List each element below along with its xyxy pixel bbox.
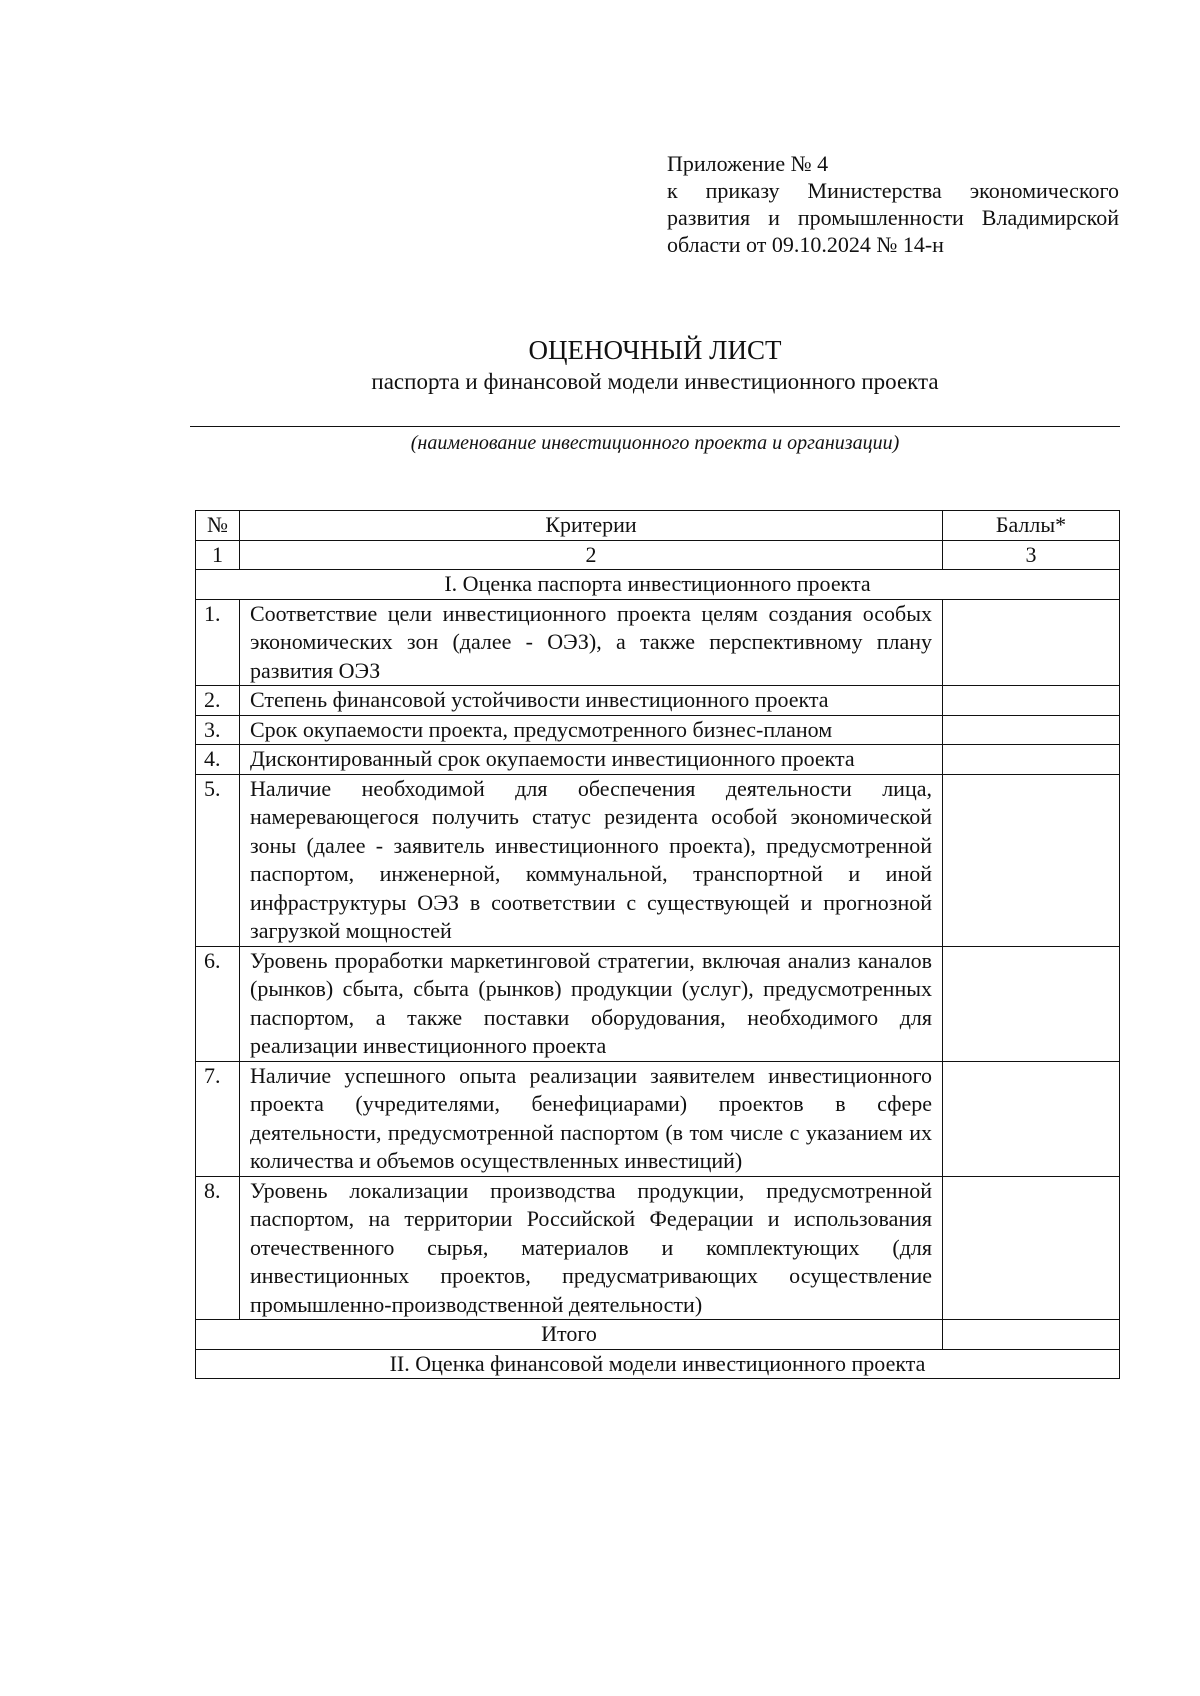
row-score[interactable] bbox=[943, 1176, 1120, 1320]
appendix-line-3: развития и промышленности Владимирской bbox=[667, 205, 1119, 230]
header-num: № bbox=[196, 511, 240, 541]
row-criterion: Дисконтированный срок окупаемости инвестиционного проекта bbox=[240, 745, 943, 775]
column-number-1: 1 bbox=[196, 540, 240, 570]
row-score[interactable] bbox=[943, 946, 1120, 1061]
row-number: 4. bbox=[196, 745, 240, 775]
row-criterion: Уровень проработки маркетинговой стратегии, включая анализ каналов (рынков) сбыта, сбыта (рынков) продукции (услуг), предусмотренных паспортом, а также поставки оборудования, необходимого для реализации инвестиционного проекта bbox=[240, 946, 943, 1061]
project-name-caption: (наименование инвестиционного проекта и организации) bbox=[410, 432, 900, 454]
row-number: 5. bbox=[196, 774, 240, 946]
table-row bbox=[196, 745, 1120, 775]
column-number-3: 3 bbox=[943, 540, 1120, 570]
header-criteria: Критерии bbox=[240, 511, 943, 541]
section-1-row bbox=[196, 570, 1120, 600]
table-row bbox=[196, 1061, 1120, 1176]
project-name-line bbox=[190, 426, 1120, 427]
table-row bbox=[196, 1176, 1120, 1320]
row-criterion: Наличие успешного опыта реализации заявителем инвестиционного проекта (учредителями, бенефициарами) проектов в сфере деятельности, предусмотренной паспортом (в том числе с указанием их количества и объемов осуществленных инвестиций) bbox=[240, 1061, 943, 1176]
document-subtitle: паспорта и финансовой модели инвестиционного проекта bbox=[371, 369, 939, 394]
column-number-2: 2 bbox=[240, 540, 943, 570]
row-number: 3. bbox=[196, 715, 240, 745]
table-row bbox=[196, 946, 1120, 1061]
appendix-line-1: Приложение № 4 bbox=[667, 151, 829, 176]
table-header-row bbox=[196, 511, 1120, 541]
row-score[interactable] bbox=[943, 599, 1120, 686]
section-2-row bbox=[196, 1349, 1120, 1379]
row-criterion: Уровень локализации производства продукции, предусмотренной паспортом, на территории Российской Федерации и использования отечественного сырья, материалов и комплектующих (для инвестиционных проектов, предусматривающих осуществление промышленно-производственной деятельности) bbox=[240, 1176, 943, 1320]
table-row bbox=[196, 774, 1120, 946]
document-title: ОЦЕНОЧНЫЙ ЛИСТ bbox=[528, 335, 782, 365]
total-row bbox=[196, 1320, 1120, 1350]
table-row bbox=[196, 599, 1120, 686]
row-score[interactable] bbox=[943, 745, 1120, 775]
row-number: 8. bbox=[196, 1176, 240, 1320]
row-criterion: Наличие необходимой для обеспечения деятельности лица, намеревающегося получить статус резидента особой экономической зоны (далее - заявитель инвестиционного проекта), предусмотренной паспортом, инженерной, коммунальной, транспортной и иной инфраструктуры ОЭЗ в соответствии с существующей и прогнозной загрузкой мощностей bbox=[240, 774, 943, 946]
row-score[interactable] bbox=[943, 774, 1120, 946]
section-1-title: I. Оценка паспорта инвестиционного проекта bbox=[196, 570, 1120, 600]
table-row bbox=[196, 686, 1120, 716]
row-criterion: Соответствие цели инвестиционного проекта целям создания особых экономических зон (далее - ОЭЗ), а также перспективному плану развития ОЭЗ bbox=[240, 599, 943, 686]
row-number: 2. bbox=[196, 686, 240, 716]
column-number-row bbox=[196, 540, 1120, 570]
row-score[interactable] bbox=[943, 686, 1120, 716]
appendix-line-4: области от 09.10.2024 № 14-н bbox=[667, 232, 944, 257]
row-number: 1. bbox=[196, 599, 240, 686]
row-score[interactable] bbox=[943, 1061, 1120, 1176]
row-criterion: Степень финансовой устойчивости инвестиционного проекта bbox=[240, 686, 943, 716]
table-row bbox=[196, 715, 1120, 745]
appendix-header bbox=[667, 150, 1119, 258]
total-label: Итого bbox=[196, 1320, 943, 1350]
appendix-line-2: к приказу Министерства экономического bbox=[667, 178, 1119, 203]
header-score: Баллы* bbox=[943, 511, 1120, 541]
row-number: 7. bbox=[196, 1061, 240, 1176]
row-criterion: Срок окупаемости проекта, предусмотренного бизнес-планом bbox=[240, 715, 943, 745]
criteria-table bbox=[195, 510, 1120, 1379]
row-number: 6. bbox=[196, 946, 240, 1061]
total-score[interactable] bbox=[943, 1320, 1120, 1350]
row-score[interactable] bbox=[943, 715, 1120, 745]
section-2-title: II. Оценка финансовой модели инвестиционного проекта bbox=[196, 1349, 1120, 1379]
